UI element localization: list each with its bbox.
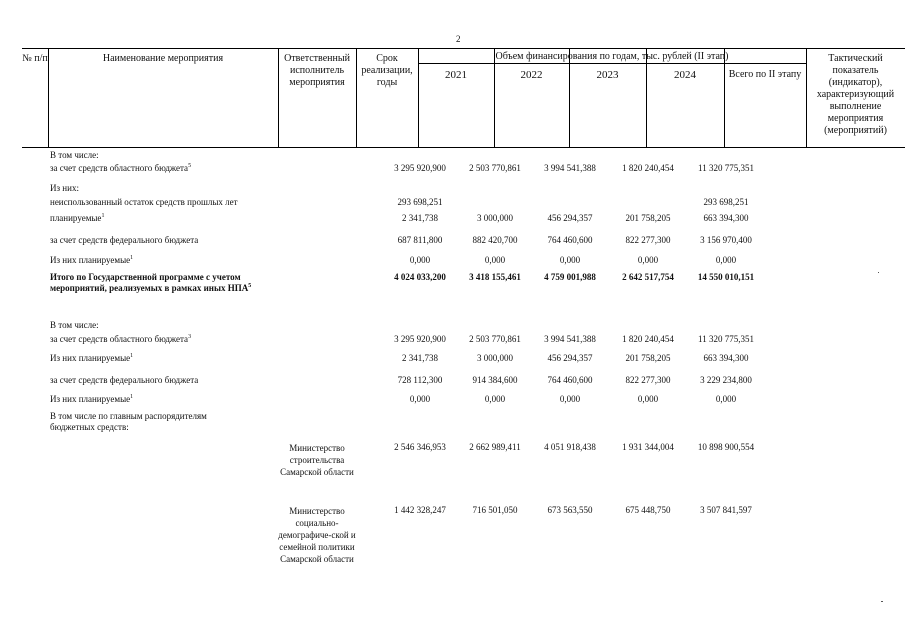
- fin-subheader-line: [418, 63, 806, 64]
- col-exec-header: Ответственный исполнитель мероприятия: [284, 53, 350, 88]
- value-cell: 0,000: [715, 255, 737, 265]
- footnote-mark: 1: [130, 394, 134, 400]
- footnote-mark: 5: [248, 283, 252, 289]
- row-label: [50, 375, 198, 386]
- value-cell: 293 698,251: [703, 197, 749, 207]
- value-cell: 3 994 541,388: [544, 163, 596, 173]
- row-label: [50, 150, 99, 161]
- value-cell: 4 759 001,988: [544, 272, 596, 282]
- col-name-header: Наименование мероприятия: [102, 53, 224, 64]
- value-cell: 1 820 240,454: [622, 163, 674, 173]
- col-term-header: Срок реализации, годы: [361, 53, 413, 88]
- row-label: [50, 334, 191, 345]
- year-2024-header: 2024: [674, 69, 696, 81]
- value-cell: 673 563,550: [547, 505, 593, 515]
- value-cell: 687 811,800: [397, 235, 443, 245]
- value-cell: 3 418 155,461: [469, 272, 521, 282]
- row-label-text: за счет средств федерального бюджета: [50, 235, 199, 245]
- scan-speck: [881, 601, 883, 602]
- row-label: [50, 411, 250, 433]
- footnote-mark: 1: [101, 213, 105, 219]
- col-fin-header: Объем финансирования по годам, тыс. рублей (II этап): [495, 51, 729, 62]
- value-cell: 2 546 346,953: [394, 442, 446, 452]
- value-cell: 456 294,357: [547, 353, 593, 363]
- value-cell: 3 994 541,388: [544, 334, 596, 344]
- value-cell: 2 341,738: [402, 353, 438, 363]
- row-label-text: за счет средств федерального бюджета: [50, 375, 199, 385]
- year-2022-header: 2022: [520, 69, 543, 81]
- value-cell: 2 341,738: [402, 213, 438, 223]
- value-cell: 2 503 770,861: [469, 334, 521, 344]
- row-label: [50, 394, 133, 405]
- year-2021-header: 2021: [445, 69, 467, 81]
- footnote-mark: 5: [188, 163, 192, 169]
- row-label: [50, 235, 198, 246]
- row-label: [50, 353, 133, 364]
- value-cell: 4 024 033,200: [394, 272, 446, 282]
- value-cell: 3 295 920,900: [394, 334, 446, 344]
- footnote-mark: 3: [188, 334, 192, 340]
- value-cell: 456 294,357: [547, 213, 593, 223]
- col-indicator-header: Тактический показатель (индикатор), характеризующий выполнение мероприятия (мероприятий): [816, 53, 895, 136]
- value-cell: 882 420,700: [472, 235, 518, 245]
- value-cell: 1 442 328,247: [394, 505, 446, 515]
- value-cell: 293 698,251: [397, 197, 443, 207]
- value-cell: 2 662 989,411: [469, 442, 521, 452]
- row-label-text: Из них планируемые: [50, 353, 131, 363]
- value-cell: 764 460,600: [547, 375, 593, 385]
- value-cell: 0,000: [637, 255, 659, 265]
- value-cell: 0,000: [559, 255, 581, 265]
- value-cell: 1 820 240,454: [622, 334, 674, 344]
- value-cell: 1 931 344,004: [622, 442, 674, 452]
- page-number: 2: [456, 34, 461, 44]
- row-label: [50, 320, 99, 331]
- value-cell: 716 501,050: [472, 505, 518, 515]
- value-cell: 201 758,205: [625, 353, 671, 363]
- value-cell: 3 000,000: [477, 353, 513, 363]
- year-2023-header: 2023: [596, 69, 619, 81]
- value-cell: 14 550 010,151: [697, 272, 755, 282]
- row-label-text: Из них планируемые: [50, 255, 131, 265]
- col-no-header: № п/п: [22, 53, 48, 64]
- value-cell: 201 758,205: [625, 213, 671, 223]
- value-cell: 11 320 775,351: [698, 334, 754, 344]
- value-cell: 10 898 900,554: [697, 442, 755, 452]
- executor-name: Министерство социально-демографиче-ской и семейной политики Самарской области: [278, 506, 356, 564]
- row-label: [50, 272, 280, 294]
- value-cell: 0,000: [409, 255, 431, 265]
- executor-name: Министерство строительства Самарской области: [280, 443, 354, 477]
- total-stage-header: Всего по II этапу: [728, 69, 802, 80]
- row-label-text: Итого по Государственной программе с учетом мероприятий, реализуемых в рамках иных НПА: [50, 272, 249, 293]
- value-cell: 4 051 918,438: [544, 442, 596, 452]
- row-label: [50, 183, 79, 194]
- row-label-text: за счет средств областного бюджета: [50, 163, 189, 173]
- value-cell: 0,000: [637, 394, 659, 404]
- value-cell: 728 112,300: [397, 375, 443, 385]
- value-cell: 0,000: [409, 394, 431, 404]
- footnote-mark: 1: [130, 255, 134, 261]
- value-cell: 2 642 517,754: [622, 272, 674, 282]
- value-cell: 3 000,000: [477, 213, 513, 223]
- value-cell: 675 448,750: [625, 505, 671, 515]
- value-cell: 0,000: [559, 394, 581, 404]
- row-label: [50, 213, 104, 224]
- value-cell: 764 460,600: [547, 235, 593, 245]
- value-cell: 3 295 920,900: [394, 163, 446, 173]
- row-label: [50, 197, 238, 208]
- row-label: [50, 255, 133, 266]
- row-label-text: планируемые: [50, 213, 102, 223]
- value-cell: 0,000: [484, 394, 506, 404]
- value-cell: 822 277,300: [625, 375, 671, 385]
- row-label-text: неиспользованный остаток средств прошлых лет: [50, 197, 238, 207]
- value-cell: 11 320 775,351: [698, 163, 754, 173]
- row-label-text: Из них планируемые: [50, 394, 131, 404]
- row-label: [50, 163, 191, 174]
- row-label-text: Из них:: [50, 183, 79, 193]
- value-cell: 0,000: [484, 255, 506, 265]
- value-cell: 914 384,600: [472, 375, 518, 385]
- value-cell: 822 277,300: [625, 235, 671, 245]
- value-cell: 663 394,300: [703, 213, 749, 223]
- row-label-text: за счет средств областного бюджета: [50, 334, 189, 344]
- value-cell: 0,000: [715, 394, 737, 404]
- row-label-text: В том числе:: [50, 150, 99, 160]
- row-label-text: В том числе:: [50, 320, 99, 330]
- scan-speck: [878, 272, 879, 273]
- footnote-mark: 1: [130, 353, 134, 359]
- row-label-text: В том числе по главным распорядителям бюджетных средств:: [50, 411, 207, 432]
- value-cell: 3 229 234,800: [700, 375, 752, 385]
- value-cell: 663 394,300: [703, 353, 749, 363]
- value-cell: 3 156 970,400: [700, 235, 752, 245]
- table-header: [22, 48, 905, 148]
- value-cell: 2 503 770,861: [469, 163, 521, 173]
- value-cell: 3 507 841,597: [700, 505, 752, 515]
